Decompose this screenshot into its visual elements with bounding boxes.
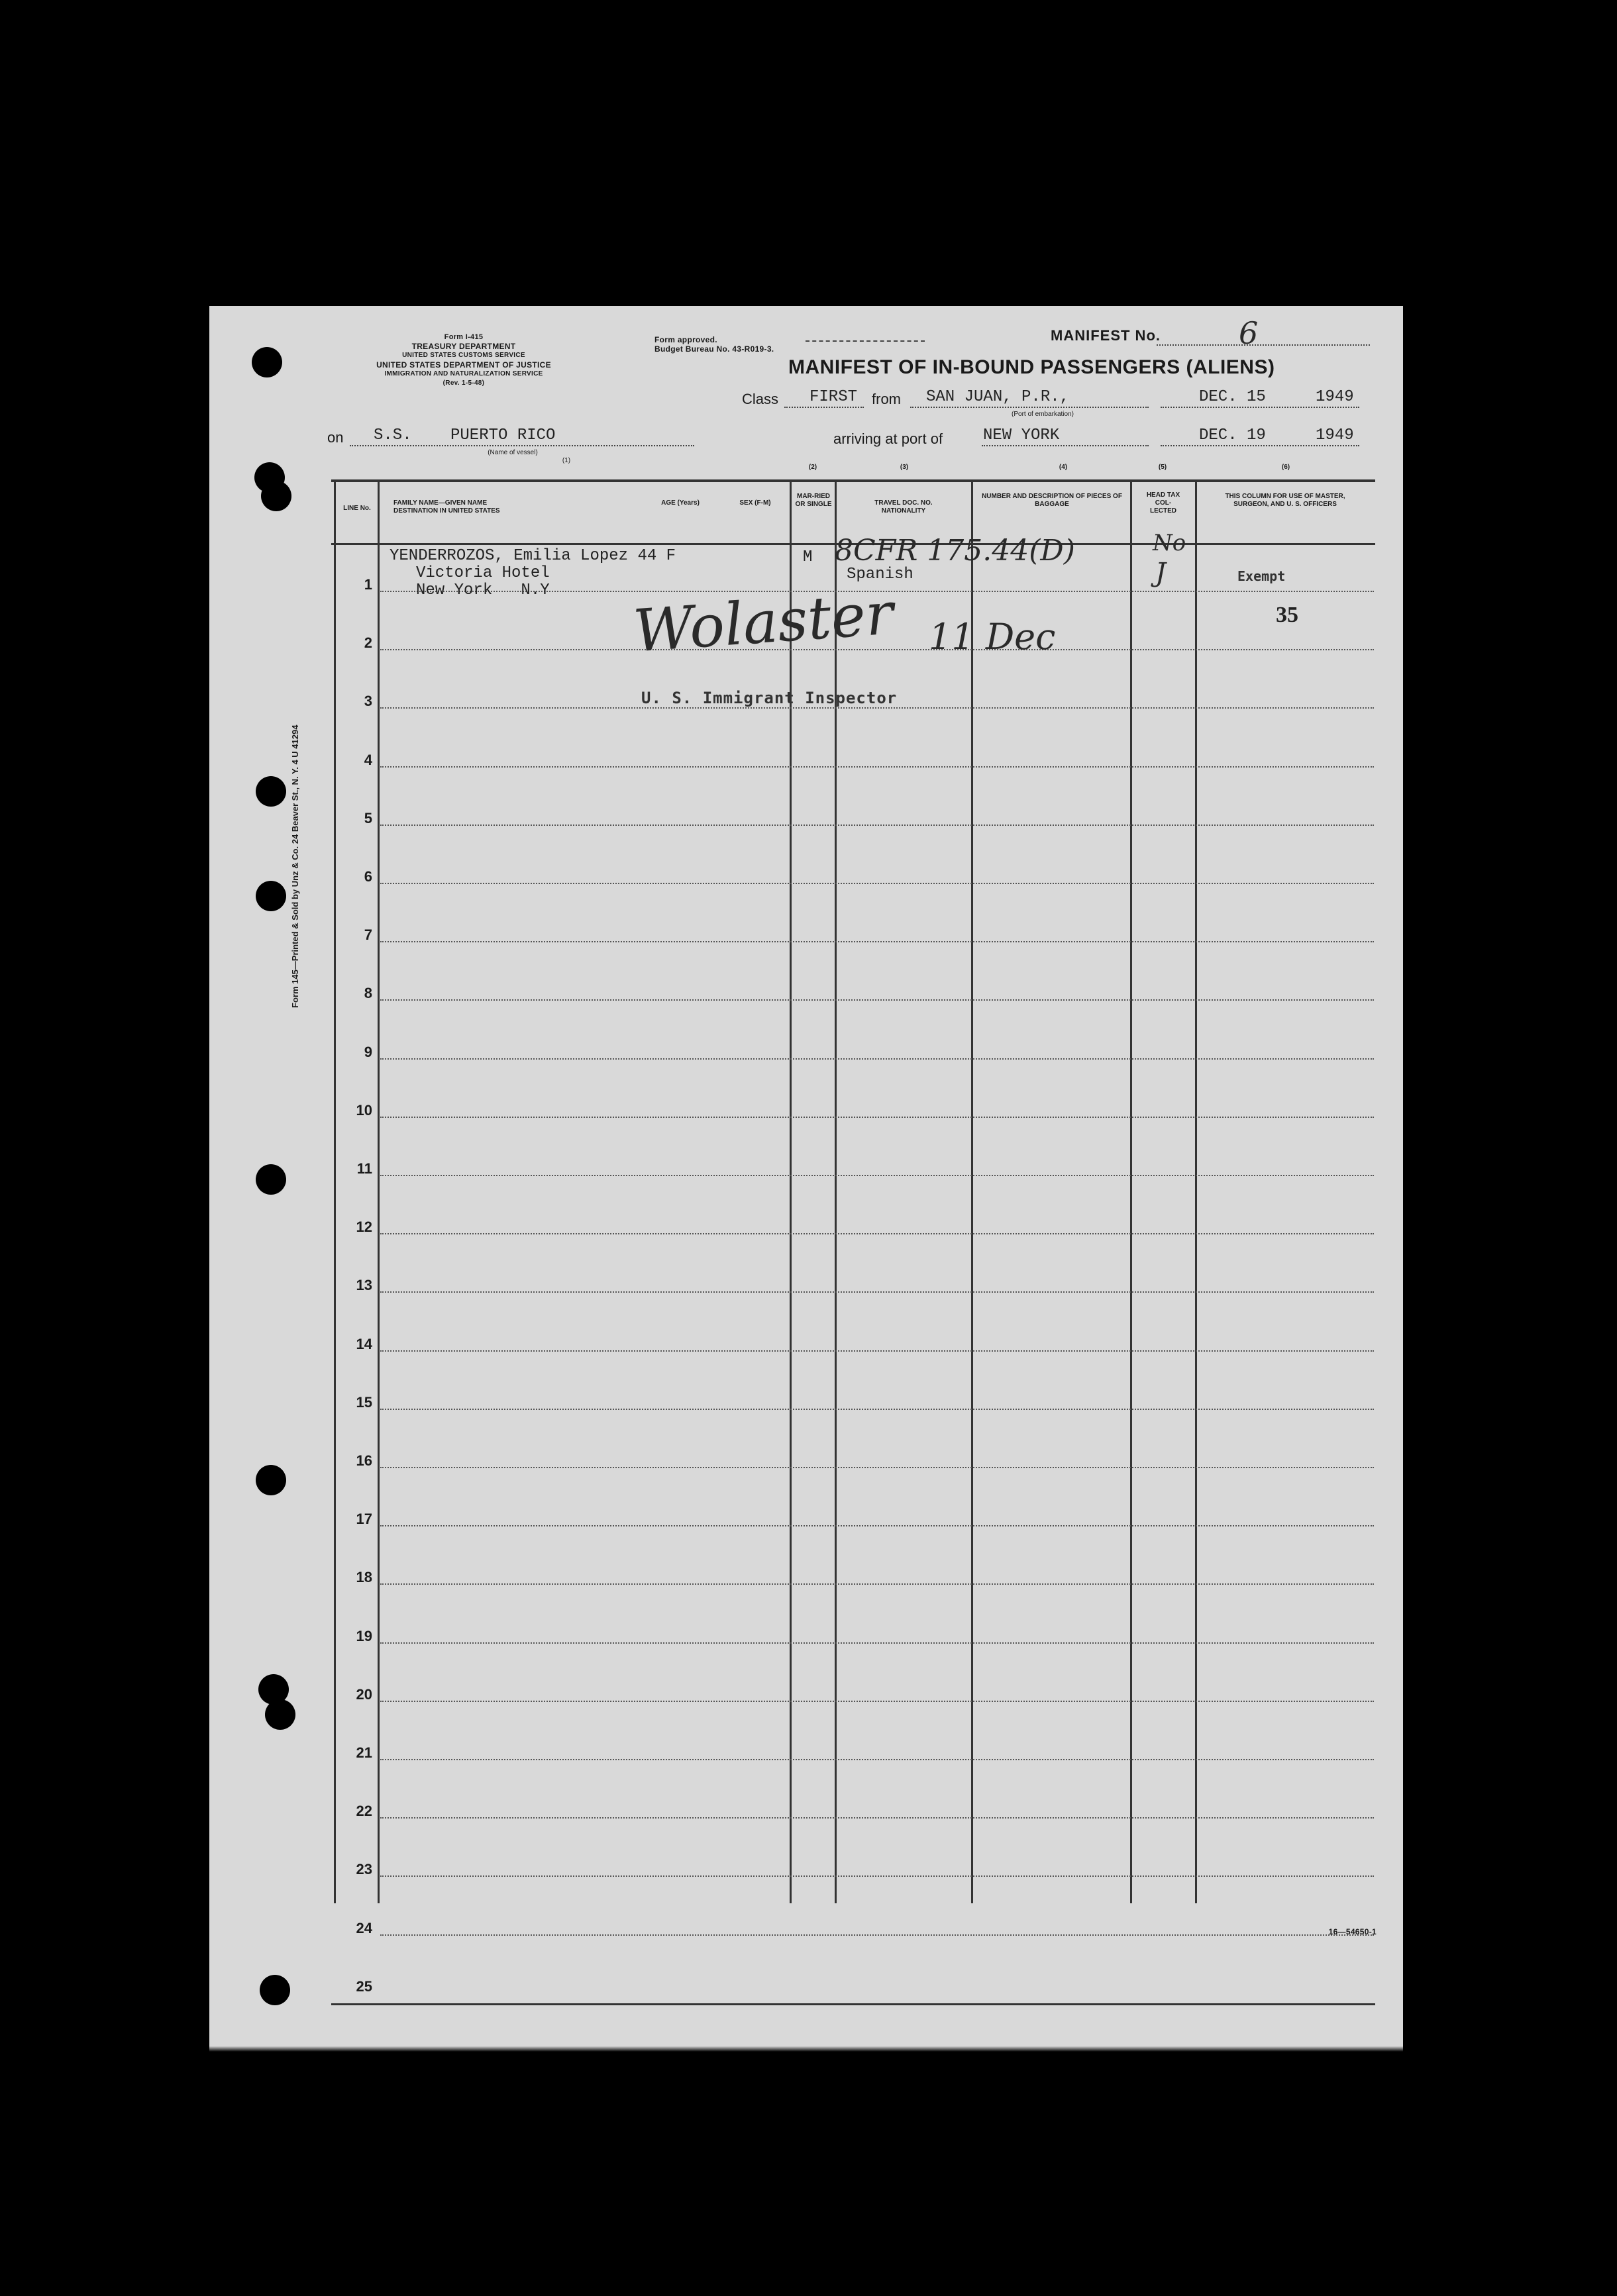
- line-number: 23: [356, 1861, 372, 1878]
- line-number: 13: [356, 1277, 372, 1294]
- col-divider-baggage: [1130, 479, 1132, 1903]
- row-line: [380, 707, 1374, 709]
- vessel-name: PUERTO RICO: [450, 426, 556, 444]
- line-number: 20: [356, 1685, 372, 1703]
- punch-hole: [260, 1975, 290, 2005]
- arrival-port: NEW YORK: [983, 426, 1060, 444]
- row-line: [380, 1642, 1374, 1644]
- row-line: [380, 999, 1374, 1001]
- on-label: on: [327, 429, 344, 446]
- printer-imprint: Form 145—Printed & Sold by Unz & Co. 24 Beaver St., N. Y. 4 U 41294: [290, 724, 300, 1008]
- row-line: [380, 941, 1374, 942]
- manifest-page: [209, 306, 1403, 2046]
- col-header-travel-num: (3): [900, 464, 909, 471]
- punch-hole: [252, 347, 282, 377]
- depart-line: [1161, 407, 1359, 408]
- line-number: 14: [356, 1335, 372, 1352]
- form-id: Form I-415 TREASURY DEPARTMENT UNITED STATES CUSTOMS SERVICE UNITED STATES DEPARTMENT OF JUSTICE IMMIGRATION AND NATURALIZATION SERVICE (Rev. 1-5-48): [376, 333, 551, 387]
- arriving-label: arriving at port of: [833, 430, 943, 447]
- punch-hole: [265, 1699, 295, 1730]
- manifest-number: 6: [1239, 315, 1259, 351]
- table-left-border: [334, 479, 336, 1903]
- footer-code: 16—54650-1: [1328, 1927, 1377, 1936]
- inspector-stamp: U. S. Immigrant Inspector: [641, 689, 898, 707]
- col-header-tax: HEAD TAX COL-LECTED: [1146, 491, 1180, 515]
- row-line: [380, 1233, 1374, 1234]
- punch-hole: [256, 1465, 286, 1495]
- col-header-officers: THIS COLUMN FOR USE OF MASTER, SURGEON, AND U. S. OFFICERS: [1225, 493, 1345, 508]
- row-line: [380, 1291, 1374, 1293]
- passenger-nationality: Spanish: [847, 566, 913, 583]
- col-divider-tax: [1195, 479, 1197, 1903]
- col-header-name: FAMILY NAME—GIVEN NAME DESTINATION IN UNITED STATES: [393, 499, 500, 515]
- class-label: Class: [742, 391, 779, 407]
- col-header-travel: TRAVEL DOC. NO. NATIONALITY: [874, 499, 933, 515]
- row-line: [380, 766, 1374, 768]
- travel-doc-number: 8CFR 175.44(D): [835, 534, 1075, 568]
- from-label: from: [872, 391, 901, 407]
- top-dash: [806, 340, 925, 342]
- row-line: [380, 824, 1374, 826]
- col-header-tax-num: (5): [1158, 464, 1167, 471]
- table-top-border: [331, 479, 1375, 482]
- row-line: [380, 1701, 1374, 1702]
- row-line: [380, 1117, 1374, 1118]
- col1-number: (1): [562, 457, 571, 464]
- line-number: 19: [356, 1627, 372, 1644]
- row-line: [380, 1525, 1374, 1526]
- vessel-line: [350, 445, 694, 446]
- row-line: [380, 649, 1374, 650]
- col-divider-line: [378, 479, 380, 1903]
- manifest-no-line: [1157, 344, 1370, 346]
- col-header-married-num: (2): [808, 464, 817, 471]
- punch-hole: [256, 881, 286, 911]
- row-line: [380, 1058, 1374, 1060]
- row-line: [380, 1467, 1374, 1468]
- line-number: 22: [356, 1803, 372, 1820]
- arrival-date: DEC. 19: [1199, 426, 1266, 444]
- from-line: [910, 407, 1149, 408]
- col-header-sex: SEX (F-M): [739, 499, 771, 507]
- officer-exempt: Exempt: [1237, 568, 1286, 584]
- row-line: [380, 1817, 1374, 1819]
- col-header-married: MAR-RIED OR SINGLE: [795, 493, 832, 508]
- row-line: [380, 1934, 1374, 1936]
- line-number: 6: [364, 868, 372, 885]
- passenger-name-line: YENDERROZOS, Emilia Lopez 44 F: [390, 547, 676, 565]
- line-number: 9: [364, 1043, 372, 1060]
- head-tax-no: No: [1153, 530, 1186, 556]
- row-line: [380, 1759, 1374, 1760]
- line-number: 1: [364, 576, 372, 593]
- vessel-note: (Name of vessel): [488, 449, 538, 456]
- passenger-married: M: [803, 548, 813, 566]
- table-bottom-border: [331, 2003, 1375, 2005]
- class-line: [784, 407, 864, 408]
- punch-hole: [256, 776, 286, 807]
- row-line: [380, 1583, 1374, 1585]
- col-divider-travel: [971, 479, 973, 1903]
- passenger-dest-1: Victoria Hotel: [416, 564, 550, 582]
- line-number: 4: [364, 751, 372, 768]
- col-header-officers-num: (6): [1281, 464, 1290, 471]
- head-tax-mark: J: [1155, 558, 1167, 588]
- line-number: 12: [356, 1219, 372, 1236]
- row-line: [380, 1350, 1374, 1352]
- class-value: FIRST: [809, 388, 858, 406]
- passenger-dest-2: New York N.Y: [416, 581, 550, 599]
- budget-approval: Form approved. Budget Bureau No. 43-R019-3.: [654, 335, 774, 354]
- col-header-baggage: NUMBER AND DESCRIPTION OF PIECES OF BAGGAGE: [982, 493, 1122, 508]
- signature-time: 11 Dec: [929, 616, 1056, 658]
- manifest-title: MANIFEST OF IN-BOUND PASSENGERS (ALIENS): [788, 356, 1275, 378]
- line-number: 3: [364, 693, 372, 710]
- embark-note: (Port of embarkation): [1012, 411, 1074, 418]
- departure-date: DEC. 15: [1199, 388, 1266, 406]
- arrival-date-line: [1161, 445, 1359, 446]
- row-line: [380, 1175, 1374, 1176]
- row-line: [380, 1409, 1374, 1410]
- line-number: 11: [356, 1160, 372, 1177]
- arrival-port-line: [982, 445, 1149, 446]
- line-number: 16: [356, 1452, 372, 1469]
- line-number: 7: [364, 926, 372, 944]
- ss-prefix: S.S.: [374, 426, 412, 444]
- punch-hole: [256, 1164, 286, 1195]
- col-header-age: AGE (Years): [661, 499, 700, 507]
- punch-hole: [261, 481, 291, 511]
- officer-number: 35: [1276, 603, 1298, 627]
- line-number: 25: [356, 1977, 372, 1995]
- line-number: 2: [364, 634, 372, 652]
- manifest-no-label: MANIFEST No.: [1051, 327, 1161, 344]
- line-number: 18: [356, 1569, 372, 1586]
- line-number: 8: [364, 985, 372, 1002]
- line-number: 24: [356, 1919, 372, 1936]
- line-number: 17: [356, 1511, 372, 1528]
- arrival-year: 1949: [1316, 426, 1354, 444]
- line-number: 10: [356, 1101, 372, 1119]
- row-line: [380, 1875, 1374, 1877]
- line-number: 21: [356, 1744, 372, 1761]
- row-line: [380, 883, 1374, 884]
- inspector-signature: Wolaster: [631, 579, 896, 666]
- col-header-baggage-num: (4): [1059, 464, 1068, 471]
- col-header-line: LINE No.: [343, 505, 371, 512]
- embarkation-port: SAN JUAN, P.R.,: [926, 388, 1070, 406]
- line-number: 5: [364, 809, 372, 826]
- departure-year: 1949: [1316, 388, 1354, 406]
- line-number: 15: [356, 1393, 372, 1411]
